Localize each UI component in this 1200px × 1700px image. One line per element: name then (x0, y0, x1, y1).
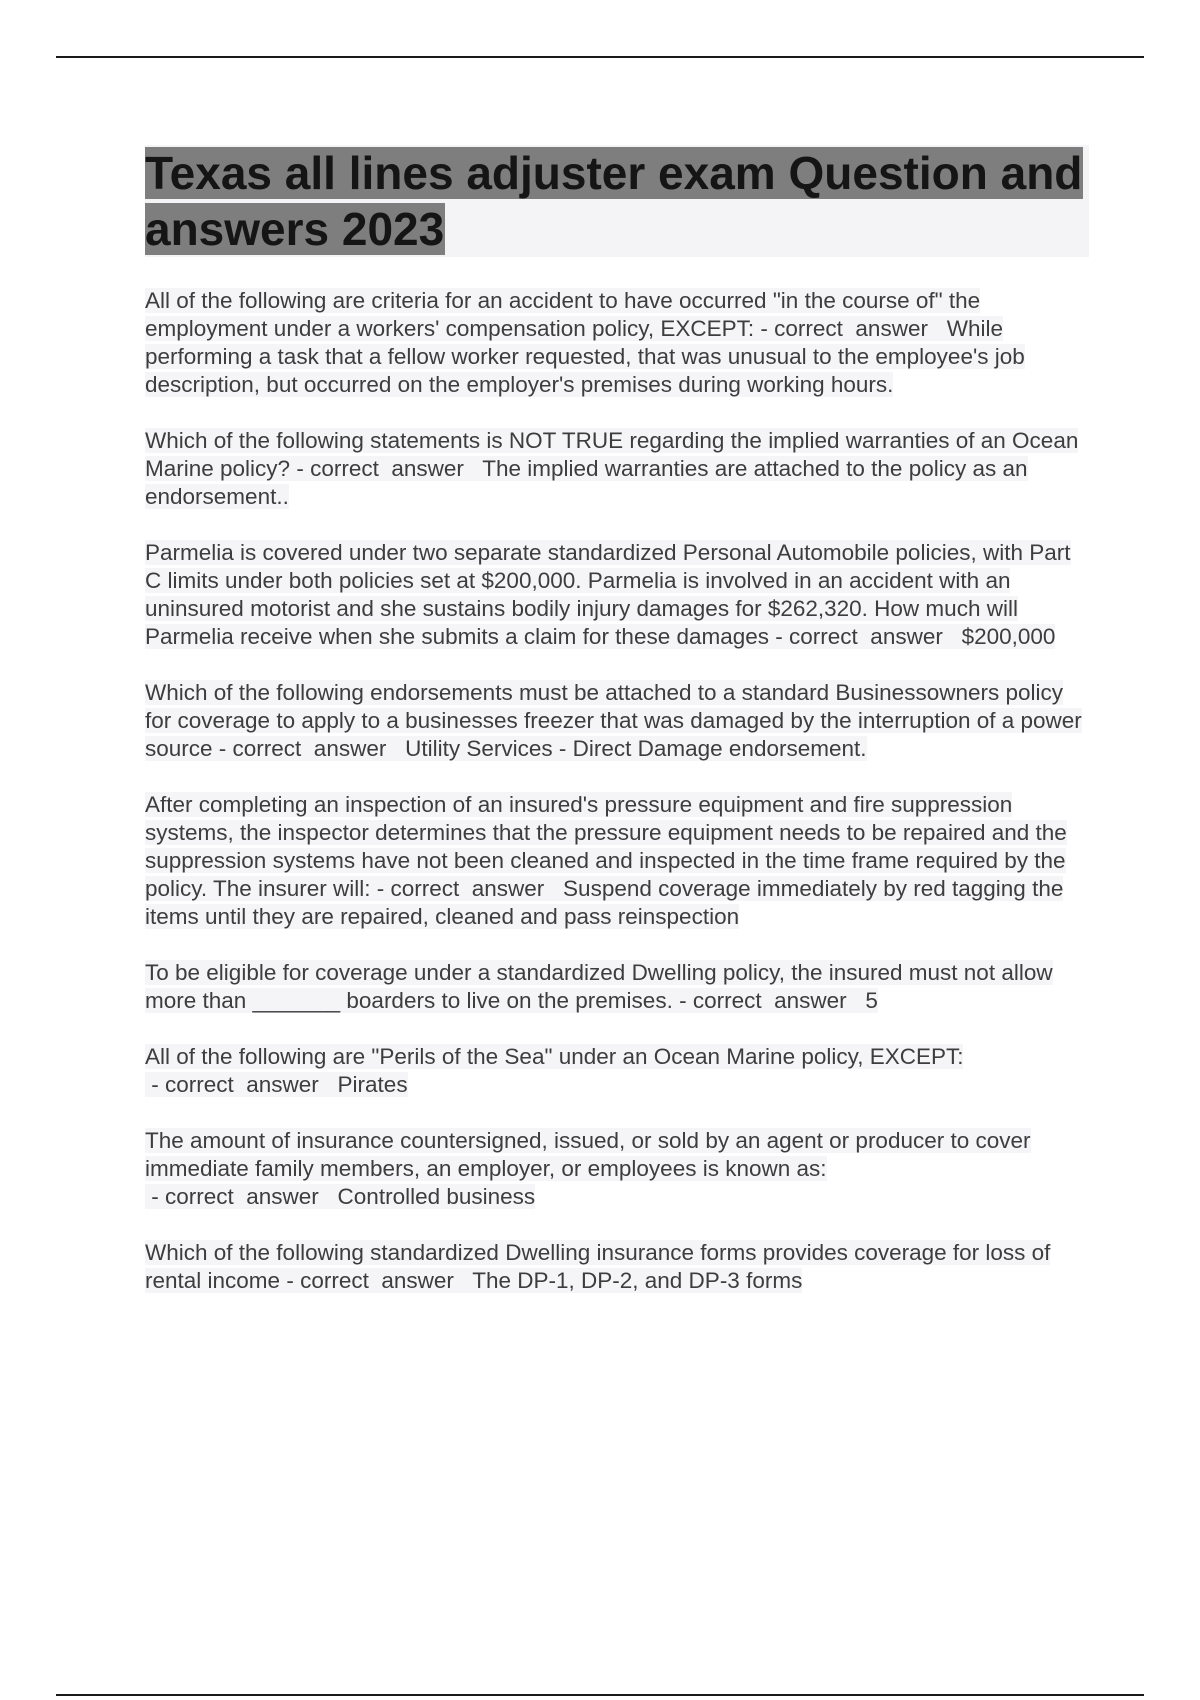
answer-text: Suspend coverage immediately by red tagging the items until they are repaired, cleaned and pass reinspection (145, 876, 1064, 929)
answer-text: While performing a task that a fellow worker requested, that was unusual to the employee's job description, but occurred on the employer's premises during working hours. (145, 316, 1025, 397)
question-text: All of the following are "Perils of the Sea" under an Ocean Marine policy, EXCEPT: (145, 1044, 964, 1069)
answer-separator: - correct answer (370, 876, 564, 901)
answer-separator: - correct answer (212, 736, 406, 761)
qa-item (145, 679, 1089, 763)
bottom-rule (56, 1694, 1144, 1696)
question-text: The amount of insurance countersigned, issued, or sold by an agent or producer to cover immediate family members, an employer, or employees is known as: (145, 1128, 1031, 1181)
qa-item (145, 959, 1089, 1015)
title-block (145, 145, 1089, 257)
document-body (145, 145, 1089, 1323)
question-text: Which of the following standardized Dwelling insurance forms provides coverage for loss of rental income (145, 1240, 1051, 1293)
question-text: Parmelia is covered under two separate standardized Personal Automobile policies, with Part C limits under both policies set at $200,000. Parmelia is involved in an accident with an uninsured motorist and she sustains bodily injury damages for $262,320. How much will Parmelia receive when she submits a claim for these damages (145, 540, 1071, 649)
answer-text: The implied warranties are attached to the policy as an endorsement.. (145, 456, 1028, 509)
answer-separator: - correct answer (280, 1268, 473, 1293)
answer-separator: - correct answer (769, 624, 962, 649)
answer-separator: - correct answer (754, 316, 947, 341)
answer-text: The DP-1, DP-2, and DP-3 forms (472, 1268, 803, 1293)
qa-item (145, 287, 1089, 399)
question-text: Which of the following endorsements must be attached to a standard Businessowners policy for coverage to apply to a businesses freezer that was damaged by the interruption of a power source (145, 680, 1082, 761)
qa-list (145, 287, 1089, 1295)
answer-separator: - correct answer (145, 1072, 338, 1097)
answer-text: 5 (865, 988, 878, 1013)
qa-item (145, 791, 1089, 931)
qa-item (145, 539, 1089, 651)
answer-text: Controlled business (337, 1184, 536, 1209)
answer-text: $200,000 (961, 624, 1056, 649)
answer-separator: - correct answer (145, 1184, 338, 1209)
answer-text: Pirates (337, 1072, 408, 1097)
question-text: To be eligible for coverage under a standardized Dwelling policy, the insured must not allow more than _______ boarders to live on the premises. (145, 960, 1053, 1013)
question-text: All of the following are criteria for an accident to have occurred "in the course of" the employment under a workers' compensation policy, EXCEPT: (145, 288, 981, 341)
answer-separator: - correct answer (672, 988, 866, 1013)
top-rule (56, 56, 1144, 58)
document-title-text: Texas all lines adjuster exam Question and answers 2023 (145, 147, 1083, 255)
answer-text: Utility Services - Direct Damage endorsement. (405, 736, 867, 761)
document-title (145, 145, 1089, 257)
qa-item (145, 1127, 1089, 1211)
question-text: Which of the following statements is NOT TRUE regarding the implied warranties of an Ocean Marine policy? (145, 428, 1079, 481)
answer-separator: - correct answer (290, 456, 483, 481)
qa-item (145, 427, 1089, 511)
qa-item (145, 1239, 1089, 1295)
qa-item (145, 1043, 1089, 1099)
question-text: After completing an inspection of an insured's pressure equipment and fire suppression systems, the inspector determines that the pressure equipment needs to be repaired and the suppression systems have not been cleaned and inspected in the time frame required by the policy. The insurer will: (145, 792, 1067, 901)
